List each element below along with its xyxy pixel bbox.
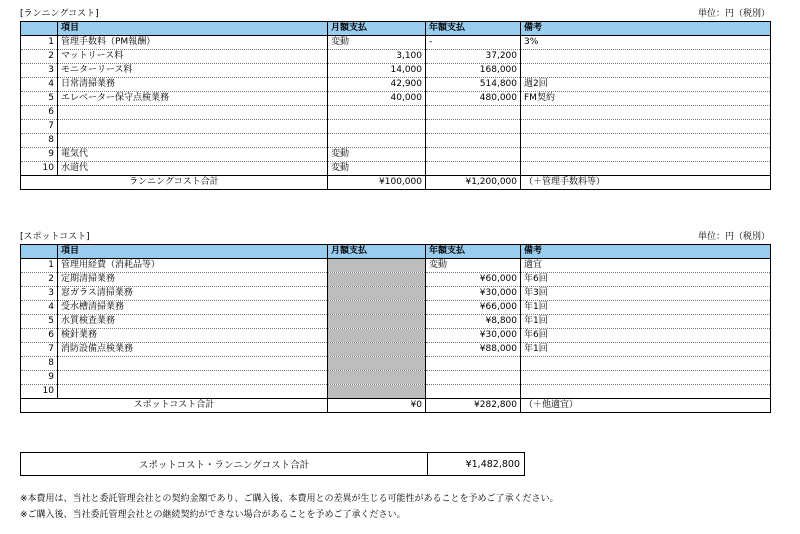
total-label: スポットコスト合計 — [21, 399, 328, 413]
row-number: 10 — [21, 385, 58, 399]
header-annual: 年額支払 — [426, 245, 521, 259]
table-row — [21, 287, 771, 301]
total-monthly: ¥100,000 — [328, 176, 426, 190]
table-row — [21, 120, 771, 134]
row-note: 3% — [521, 36, 771, 50]
row-monthly — [328, 106, 426, 120]
row-note — [521, 64, 771, 78]
row-number: 3 — [21, 64, 58, 78]
table-row — [21, 343, 771, 357]
header-item: 項目 — [58, 245, 328, 259]
footnote-2: ※ご購入後、当社委託管理会社との継続契約ができない場合があることを予めご了承ください。 — [20, 510, 406, 520]
table-row — [21, 273, 771, 287]
row-item: モニターリース料 — [58, 64, 328, 78]
spot-total-row — [21, 399, 771, 413]
table-row — [21, 134, 771, 148]
row-number: 6 — [21, 106, 58, 120]
row-note: 年1回 — [521, 301, 771, 315]
row-annual: - — [426, 36, 521, 50]
header-item: 項目 — [58, 22, 328, 36]
row-annual: ¥60,000 — [426, 273, 521, 287]
row-annual — [426, 134, 521, 148]
row-number: 7 — [21, 343, 58, 357]
row-annual: 514,800 — [426, 78, 521, 92]
row-item: 消防設備点検業務 — [58, 343, 328, 357]
row-monthly — [328, 287, 426, 301]
table-row — [21, 315, 771, 329]
header-annual: 年額支払 — [426, 22, 521, 36]
row-monthly: 42,900 — [328, 78, 426, 92]
row-item: マットリース料 — [58, 50, 328, 64]
header-note: 備考 — [521, 245, 771, 259]
running-cost-unit: 単位：円（税別） — [697, 9, 770, 19]
spot-cost-table — [20, 244, 771, 413]
row-monthly: 3,100 — [328, 50, 426, 64]
table-row — [21, 106, 771, 120]
table-row — [21, 148, 771, 162]
row-number: 7 — [21, 120, 58, 134]
row-item: 受水槽清掃業務 — [58, 301, 328, 315]
row-monthly — [328, 329, 426, 343]
row-monthly — [328, 259, 426, 273]
row-note — [521, 134, 771, 148]
row-annual: 480,000 — [426, 92, 521, 106]
header-monthly: 月額支払 — [328, 22, 426, 36]
row-note — [521, 162, 771, 176]
table-row — [21, 92, 771, 106]
running-cost-table — [20, 21, 771, 190]
row-annual: ¥66,000 — [426, 301, 521, 315]
row-number: 5 — [21, 92, 58, 106]
row-number: 6 — [21, 329, 58, 343]
row-note: 年3回 — [521, 287, 771, 301]
row-annual: 37,200 — [426, 50, 521, 64]
spot-cost-unit: 単位：円（税別） — [697, 232, 770, 242]
grand-total-value: ¥1,482,800 — [428, 453, 525, 476]
row-note — [521, 385, 771, 399]
row-number: 4 — [21, 78, 58, 92]
row-note — [521, 106, 771, 120]
row-item: エレベーター保守点検業務 — [58, 92, 328, 106]
row-item — [58, 385, 328, 399]
row-note: FM契約 — [521, 92, 771, 106]
row-monthly — [328, 273, 426, 287]
row-number: 8 — [21, 134, 58, 148]
row-item: 水道代 — [58, 162, 328, 176]
table-row — [21, 385, 771, 399]
running-total-row — [21, 176, 771, 190]
grand-total-table — [20, 452, 525, 476]
row-note: 適宜 — [521, 259, 771, 273]
total-monthly: ¥0 — [328, 399, 426, 413]
row-annual — [426, 120, 521, 134]
row-monthly — [328, 301, 426, 315]
row-note — [521, 371, 771, 385]
row-number: 9 — [21, 371, 58, 385]
row-item: 水質検査業務 — [58, 315, 328, 329]
row-annual: ¥88,000 — [426, 343, 521, 357]
row-item: 定期清掃業務 — [58, 273, 328, 287]
total-annual: ¥282,800 — [426, 399, 521, 413]
table-row — [21, 64, 771, 78]
table-row — [21, 329, 771, 343]
row-item — [58, 371, 328, 385]
row-annual — [426, 357, 521, 371]
row-number: 9 — [21, 148, 58, 162]
header-monthly: 月額支払 — [328, 245, 426, 259]
table-row — [21, 371, 771, 385]
row-item: 管理手数料（PM報酬） — [58, 36, 328, 50]
row-number: 2 — [21, 50, 58, 64]
row-item — [58, 357, 328, 371]
footnote-1: ※本費用は、当社と委託管理会社との契約金額であり、ご購入後、本費用との差異が生じる可能性があることを予めご了承ください。 — [20, 494, 559, 504]
row-monthly — [328, 385, 426, 399]
row-note: 年6回 — [521, 273, 771, 287]
running-header-row — [21, 22, 771, 36]
row-annual — [426, 385, 521, 399]
row-annual: 変動 — [426, 259, 521, 273]
row-note: 週2回 — [521, 78, 771, 92]
header-no — [21, 245, 58, 259]
row-item: 検針業務 — [58, 329, 328, 343]
row-note — [521, 357, 771, 371]
row-item: 日常清掃業務 — [58, 78, 328, 92]
row-item — [58, 106, 328, 120]
row-monthly: 40,000 — [328, 92, 426, 106]
row-item — [58, 134, 328, 148]
row-monthly — [328, 120, 426, 134]
row-annual: ¥30,000 — [426, 329, 521, 343]
row-monthly — [328, 343, 426, 357]
row-number: 1 — [21, 36, 58, 50]
total-note: （＋管理手数料等） — [521, 176, 771, 190]
table-row — [21, 78, 771, 92]
row-annual — [426, 162, 521, 176]
table-row — [21, 162, 771, 176]
row-item: 管理用経費（消耗品等） — [58, 259, 328, 273]
spot-cost-title: [スポットコスト] — [20, 232, 90, 242]
total-note: （＋他適宜） — [521, 399, 771, 413]
table-row — [21, 36, 771, 50]
row-monthly — [328, 134, 426, 148]
row-annual: 168,000 — [426, 64, 521, 78]
header-no — [21, 22, 58, 36]
row-number: 5 — [21, 315, 58, 329]
row-number: 4 — [21, 301, 58, 315]
row-number: 1 — [21, 259, 58, 273]
row-annual: ¥30,000 — [426, 287, 521, 301]
total-label: ランニングコスト合計 — [21, 176, 328, 190]
row-monthly — [328, 357, 426, 371]
row-item: 電気代 — [58, 148, 328, 162]
row-monthly: 変動 — [328, 36, 426, 50]
row-number: 10 — [21, 162, 58, 176]
row-number: 2 — [21, 273, 58, 287]
row-monthly — [328, 315, 426, 329]
row-note — [521, 50, 771, 64]
row-monthly: 変動 — [328, 162, 426, 176]
row-monthly: 変動 — [328, 148, 426, 162]
row-number: 8 — [21, 357, 58, 371]
header-note: 備考 — [521, 22, 771, 36]
row-note: 年1回 — [521, 343, 771, 357]
table-row — [21, 301, 771, 315]
running-cost-title: [ランニングコスト] — [20, 9, 99, 19]
row-monthly: 14,000 — [328, 64, 426, 78]
row-note: 年1回 — [521, 315, 771, 329]
table-row — [21, 357, 771, 371]
row-number: 3 — [21, 287, 58, 301]
row-item — [58, 120, 328, 134]
grand-total-label: スポットコスト・ランニングコスト合計 — [21, 453, 428, 476]
row-note — [521, 148, 771, 162]
row-item: 窓ガラス清掃業務 — [58, 287, 328, 301]
row-annual — [426, 148, 521, 162]
table-row — [21, 259, 771, 273]
row-note — [521, 120, 771, 134]
row-note: 年6回 — [521, 329, 771, 343]
row-annual: ¥8,800 — [426, 315, 521, 329]
table-row — [21, 50, 771, 64]
row-annual — [426, 371, 521, 385]
total-annual: ¥1,200,000 — [426, 176, 521, 190]
spot-header-row — [21, 245, 771, 259]
row-monthly — [328, 371, 426, 385]
row-annual — [426, 106, 521, 120]
